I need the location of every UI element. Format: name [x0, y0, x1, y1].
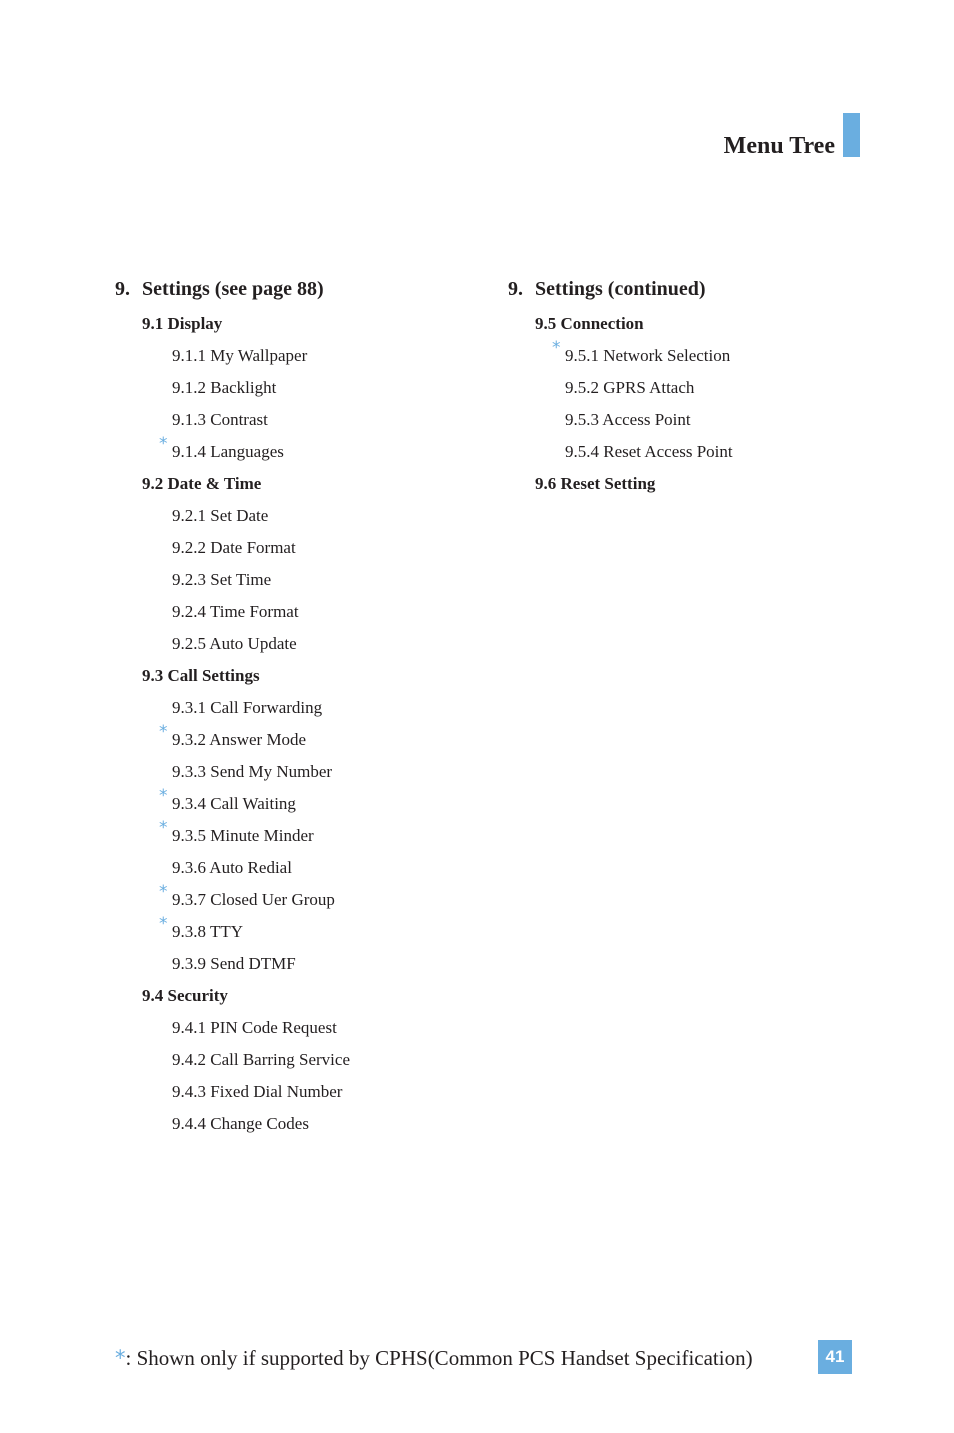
menu-groups [115, 308, 350, 1140]
menu-item-label: 9.5.3 Access Point [565, 410, 691, 429]
menu-item-label: 9.5.2 GPRS Attach [565, 378, 695, 397]
cphs-asterisk-icon: * [159, 914, 168, 934]
menu-item [115, 340, 350, 372]
header-accent-bar [843, 113, 860, 157]
menu-item [115, 724, 350, 756]
menu-item [115, 948, 350, 980]
menu-item [115, 628, 350, 660]
menu-item-label: 9.2.1 Set Date [172, 506, 269, 525]
menu-item-label: 9.4.2 Call Barring Service [172, 1050, 350, 1069]
menu-item [115, 1044, 350, 1076]
menu-item [115, 884, 350, 916]
menu-item [115, 500, 350, 532]
menu-item-label: 9.1.4 Languages [172, 442, 284, 461]
menu-item [115, 1012, 350, 1044]
cphs-asterisk-icon: * [159, 434, 168, 454]
menu-item [115, 756, 350, 788]
left-column [115, 276, 350, 1140]
submenu-heading: 9.6 Reset Setting [535, 474, 656, 493]
menu-item-label: 9.3.7 Closed Uer Group [172, 890, 335, 909]
menu-item-label: 9.1.2 Backlight [172, 378, 277, 397]
menu-item [115, 820, 350, 852]
section-heading [508, 276, 733, 308]
menu-item [508, 340, 733, 372]
menu-item-label: 9.4.4 Change Codes [172, 1114, 309, 1133]
menu-item-label: 9.3.5 Minute Minder [172, 826, 314, 845]
cphs-asterisk-icon: * [159, 818, 168, 838]
menu-item-label: 9.3.6 Auto Redial [172, 858, 292, 877]
menu-item [115, 692, 350, 724]
menu-item [115, 916, 350, 948]
footnote-text: : Shown only if supported by CPHS(Common PCS Handset Specification) [125, 1346, 753, 1370]
menu-item [115, 852, 350, 884]
section-number: 9. [115, 278, 130, 300]
menu-item [115, 372, 350, 404]
menu-item-label: 9.3.8 TTY [172, 922, 243, 941]
menu-item-label: 9.2.5 Auto Update [172, 634, 297, 653]
menu-item-label: 9.3.4 Call Waiting [172, 794, 296, 813]
page-title: Menu Tree [723, 133, 835, 159]
menu-item-label: 9.4.3 Fixed Dial Number [172, 1082, 343, 1101]
menu-item [115, 564, 350, 596]
page-number: 41 [818, 1340, 852, 1374]
asterisk-icon: * [115, 1346, 126, 1370]
menu-item [115, 404, 350, 436]
menu-item-label: 9.4.1 PIN Code Request [172, 1018, 337, 1037]
submenu-heading: 9.2 Date & Time [142, 474, 262, 493]
menu-groups [508, 308, 733, 500]
menu-item-label: 9.2.4 Time Format [172, 602, 299, 621]
menu-item-label: 9.1.1 My Wallpaper [172, 346, 308, 365]
submenu-heading: 9.1 Display [142, 314, 223, 333]
submenu-heading: 9.4 Security [142, 986, 228, 1005]
menu-item-label: 9.1.3 Contrast [172, 410, 268, 429]
menu-item [508, 372, 733, 404]
menu-item-label: 9.5.1 Network Selection [565, 346, 731, 365]
menu-item-label: 9.3.2 Answer Mode [172, 730, 307, 749]
menu-item [115, 532, 350, 564]
cphs-asterisk-icon: * [159, 786, 168, 806]
cphs-asterisk-icon: * [552, 338, 561, 358]
menu-item-label: 9.3.1 Call Forwarding [172, 698, 323, 717]
menu-item [508, 436, 733, 468]
menu-item [115, 788, 350, 820]
submenu-heading: 9.3 Call Settings [142, 666, 260, 685]
menu-item [115, 1108, 350, 1140]
menu-item-label: 9.5.4 Reset Access Point [565, 442, 733, 461]
menu-item-label: 9.3.3 Send My Number [172, 762, 333, 781]
menu-item-label: 9.2.2 Date Format [172, 538, 296, 557]
menu-item-label: 9.2.3 Set Time [172, 570, 272, 589]
menu-item [115, 1076, 350, 1108]
menu-item [115, 596, 350, 628]
section-number: 9. [508, 278, 523, 300]
section-heading [115, 276, 350, 308]
section-title: Settings (see page 88) [142, 278, 324, 300]
cphs-asterisk-icon: * [159, 722, 168, 742]
menu-item [508, 404, 733, 436]
right-column [508, 276, 733, 500]
footnote [115, 1343, 753, 1373]
menu-item-label: 9.3.9 Send DTMF [172, 954, 296, 973]
section-title: Settings (continued) [535, 278, 706, 300]
menu-item [115, 436, 350, 468]
cphs-asterisk-icon: * [159, 882, 168, 902]
submenu-heading: 9.5 Connection [535, 314, 644, 333]
